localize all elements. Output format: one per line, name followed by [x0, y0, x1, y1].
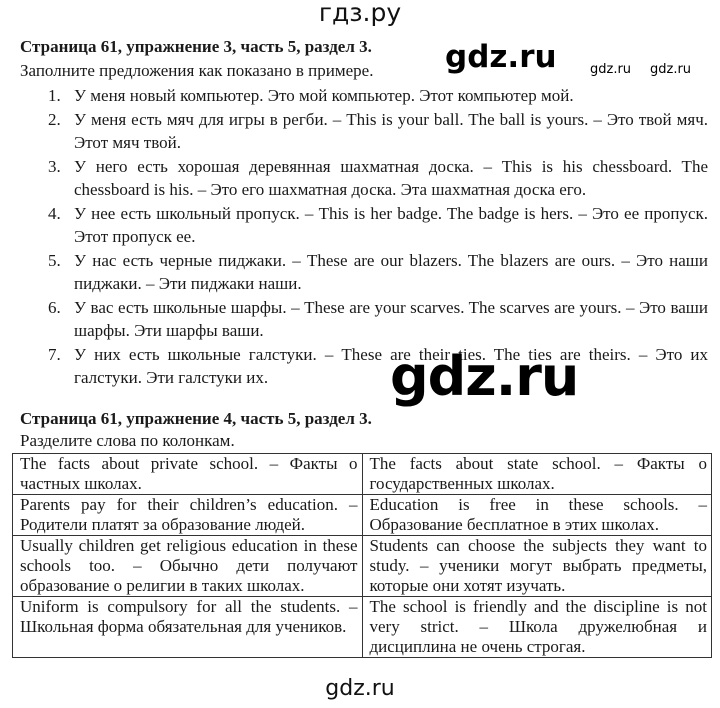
list-item [0, 84, 708, 108]
item-text: У него есть хорошая деревянная шахматная доска. – This is his chessboard. The chessboard is his. – Это его шахматная доска. Эта шахматная доска его. [74, 156, 708, 199]
columns-table [12, 453, 712, 658]
list-item [0, 296, 708, 343]
watermark-small-2: gdz.ru [650, 62, 692, 77]
exercise-3-title: Страница 61, упражнение 3, часть 5, раздел 3. [20, 37, 372, 56]
item-text: У меня новый компьютер. Это мой компьютер. Этот компьютер мой. [74, 86, 574, 105]
table-cell: Parents pay for their children’s education. – Родители платят за образование людей. [13, 495, 363, 536]
table-row [13, 454, 712, 495]
table-cell: The facts about state school. – Факты о государственных школах. [362, 454, 712, 495]
watermark-small-1: gdz.ru [590, 62, 632, 77]
watermark-large-mid: gdz.ru [390, 345, 579, 408]
table-cell: Students can choose the subjects they want to study. – ученики могут выбрать предметы, которые они хотят изучать. [362, 536, 712, 597]
table-cell: Usually children get religious education in these schools too. – Обычно дети получают образование о религии в таких школах. [13, 536, 363, 597]
site-footer: gdz.ru [325, 676, 395, 701]
item-text: У них есть школьные галстуки. – These are their ties. The ties are theirs. – Это их галстуки. Эти галстуки их. [74, 344, 708, 387]
item-text: У нее есть школьный пропуск. – This is her badge. The badge is hers. – Это ее пропуск. Этот пропуск ее. [74, 203, 708, 246]
list-item [0, 202, 708, 249]
list-item [0, 249, 708, 296]
table-cell: Education is free in these schools. – Образование бесплатное в этих школах. [362, 495, 712, 536]
watermark-large-top: gdz.ru [445, 39, 557, 75]
table-row [13, 536, 712, 597]
item-number: 2. [48, 109, 61, 129]
table-cell: The facts about private school. – Факты о частных школах. [13, 454, 363, 495]
item-number: 7. [48, 344, 61, 364]
table-row [13, 597, 712, 658]
list-item [0, 155, 708, 202]
table-cell: Uniform is compulsory for all the students. – Школьная форма обязательная для учеников. [13, 597, 363, 658]
item-text: У вас есть школьные шарфы. – These are your scarves. The scarves are yours. – Это ваши шарфы. Эти шарфы ваши. [74, 297, 708, 340]
item-number: 6. [48, 297, 61, 317]
item-number: 3. [48, 156, 61, 176]
table-row [13, 495, 712, 536]
item-number: 4. [48, 203, 61, 223]
exercise-3-instruction: Заполните предложения как показано в примере. [20, 61, 374, 80]
item-number: 5. [48, 250, 61, 270]
item-text: У меня есть мяч для игры в регби. – This is your ball. The ball is yours. – Это твой мяч. Этот мяч твой. [74, 109, 708, 152]
site-header: гдз.ру [318, 0, 402, 27]
list-item [0, 108, 708, 155]
exercise-4-title: Страница 61, упражнение 4, часть 5, раздел 3. [20, 409, 372, 428]
table-cell: The school is friendly and the discipline is not very strict. – Школа дружелюбная и дисциплина не очень строгая. [362, 597, 712, 658]
item-number: 1. [48, 86, 61, 105]
exercise-4-instruction: Разделите слова по колонкам. [20, 431, 235, 450]
list-item [0, 343, 708, 390]
item-text: У нас есть черные пиджаки. – These are our blazers. The blazers are ours. – Это наши пиджаки. – Эти пиджаки наши. [74, 250, 708, 293]
exercise-3-list [0, 84, 708, 390]
